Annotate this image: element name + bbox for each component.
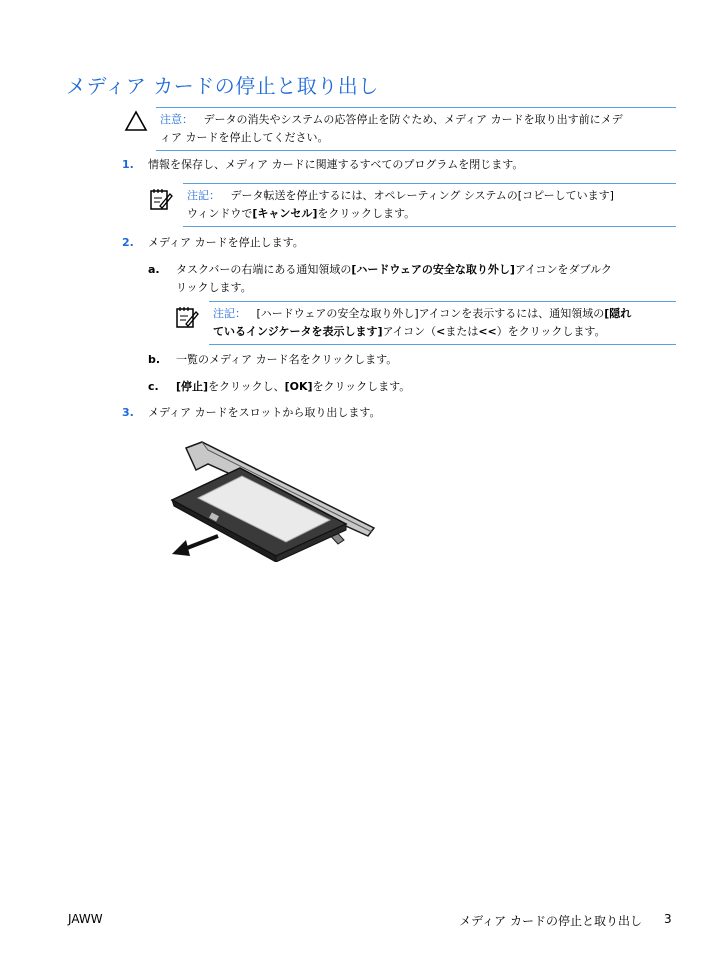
substep-text: リックします。 [176,281,252,294]
note-bold-text: < [436,325,446,338]
note-box-2 [209,301,676,345]
step-number: 3. [122,406,134,419]
caution-text-2: ィア カードを停止してください。 [160,131,329,144]
note-text: アイコン（ [382,325,437,338]
substep-letter: b. [148,353,161,366]
note-label: 注記： [213,307,246,320]
step-text: メディア カードをスロットから取り出します。 [148,406,381,419]
substep-letter: a. [148,263,160,276]
note-1-line-2 [187,205,676,223]
note-pad-icon [174,304,200,330]
note-2-line-1 [213,305,676,323]
note-text: または [445,325,479,338]
note-box-1 [183,183,676,227]
media-card-eject-illustration [168,440,380,562]
note-bold-text: ているインジケータを表示します] [213,325,383,338]
substep-bold-text: [停止] [176,380,209,393]
note-1-line-1 [187,187,676,205]
step-number: 1. [122,158,134,171]
step-2c [148,378,410,396]
note-2-line-2 [213,323,676,341]
substep-text: タスクバーの右端にある通知領域の [176,263,352,276]
step-2a [148,261,612,297]
note-bold-text: [隠れ [604,307,632,320]
substep-bold-text: [OK] [284,380,313,393]
step-2b [148,351,397,369]
substep-text: をクリックします。 [312,380,411,393]
note-text: ）をクリックします。 [496,325,606,338]
note-bold-text: [キャンセル] [252,207,318,220]
caution-label: 注意： [160,113,193,126]
substep-bold-text: [ハードウェアの安全な取り外し] [351,263,515,276]
note-label: 注記： [187,189,220,202]
step-number: 2. [122,236,134,249]
footer-right: メディア カードの停止と取り出し [459,914,642,928]
caution-text-1: データの消失やシステムの応答停止を防ぐため、メディア カードを取り出す前にメデ [203,113,623,126]
note-text: [ハードウェアの安全な取り外し]アイコンを表示するには、通知領域の [256,307,605,320]
substep-text: をクリックし、 [208,380,285,393]
warning-triangle-icon [124,110,148,132]
caution-box [156,107,676,151]
note-bold-text: << [478,325,497,338]
step-1 [122,156,523,174]
note-pad-icon [148,186,174,212]
page-number: 3 [664,912,672,926]
footer-left: JAWW [68,912,103,926]
substep-text: アイコンをダブルク [514,263,612,276]
step-text: 情報を保存し、メディア カードに関連するすべてのプログラムを閉じます。 [148,158,524,171]
step-3 [122,404,381,422]
note-text: データ転送を停止するには、オペレーティング システムの[コピーしています] [230,189,614,202]
step-2 [122,234,304,252]
substep-text: 一覧のメディア カード名をクリックします。 [176,353,398,366]
note-text: をクリックします。 [317,207,416,220]
note-text: ウィンドウで [187,207,253,220]
step-text: メディア カードを停止します。 [148,236,304,249]
caution-line-1 [160,111,676,129]
page-title: メディア カードの停止と取り出し [66,74,379,98]
substep-letter: c. [148,380,159,393]
